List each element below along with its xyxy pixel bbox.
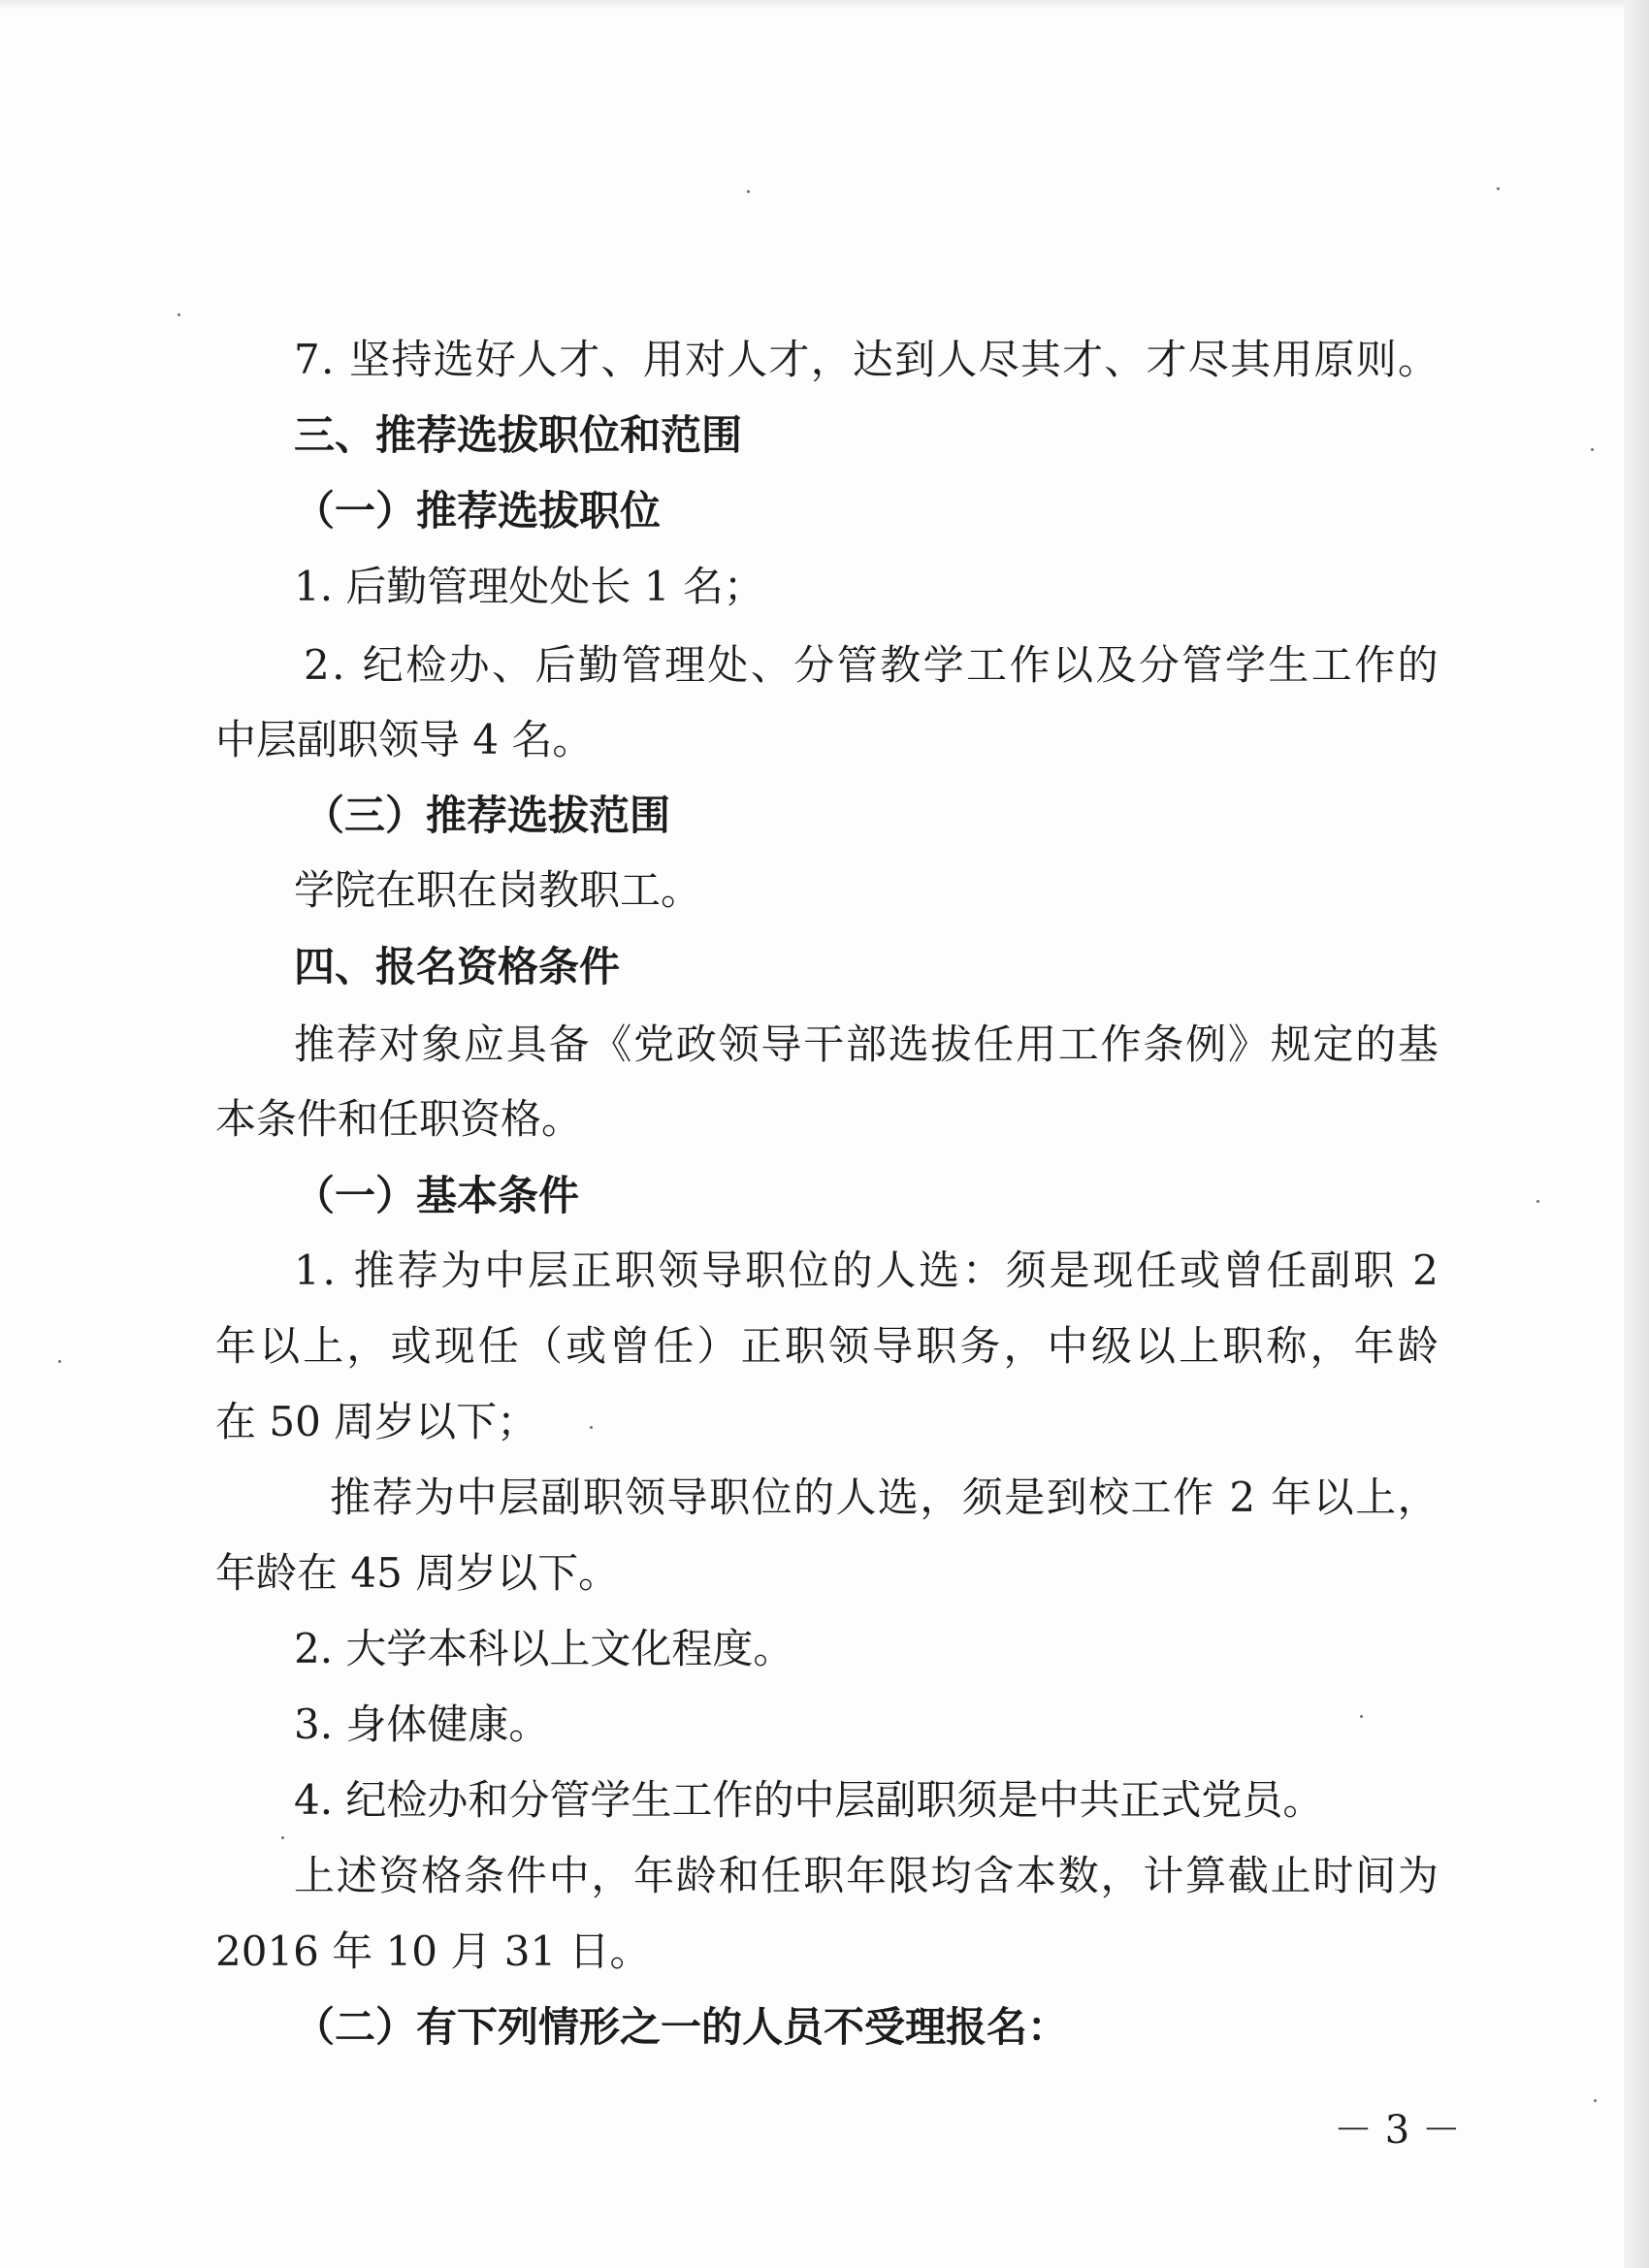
condition-4: 4. 纪检办和分管学生工作的中层副职须是中共正式党员。 — [294, 1776, 1324, 1824]
condition-2: 2. 大学本科以上文化程度。 — [294, 1625, 794, 1672]
scan-right-edge — [1624, 0, 1649, 2268]
position-item-2-line-2: 中层副职领导 4 名。 — [215, 716, 594, 763]
principle-7-line: 7 . 坚 持 选 好 人 才 、 用 对 人 才 ， 达 到 人 尽 其 才 、 才 尽 其 用 原 则 。 — [294, 336, 1439, 383]
scan-speck — [281, 1836, 284, 1839]
scan-speck — [1591, 448, 1594, 451]
scan-speck — [1536, 1200, 1539, 1203]
scan-speck — [1360, 1715, 1363, 1718]
subsection-scope-heading: （三）推荐选拔范围 — [304, 792, 671, 839]
scan-speck — [590, 1426, 593, 1429]
eligibility-intro-line-2: 本条件和任职资格。 — [215, 1095, 583, 1143]
eligibility-intro-line-1: 推 荐 对 象 应 具 备 《 党 政 领 导 干 部 选 拔 任 用 工 作 条 例 》 规 定 的 基 — [294, 1021, 1439, 1068]
condition-1-deputy-line-2: 年龄在 45 周岁以下。 — [215, 1549, 620, 1597]
condition-1-line-2: 年 以 上 ， 或 现 任 （ 或 曾 任 ） 正 职 领 导 职 务 ， 中 级 以 上 职 称 ， 年 龄 — [215, 1322, 1439, 1370]
position-item-2-line-1: 2 . 纪 检 办 、 后 勤 管 理 处 、 分 管 教 学 工 作 以 及 分 管 学 生 工 作 的 — [304, 641, 1439, 689]
scope-text: 学院在职在岗教职工。 — [294, 866, 702, 914]
scan-speck — [1497, 187, 1500, 190]
condition-1-deputy-line-1: 推 荐 为 中 层 副 职 领 导 职 位 的 人 选 ， 须 是 到 校 工 作 2 年 以 上 ， — [330, 1474, 1439, 1521]
cutoff-note-line-1: 上 述 资 格 条 件 中 ， 年 龄 和 任 职 年 限 均 含 本 数 ， 计 算 截 止 时 间 为 — [294, 1852, 1439, 1899]
scan-speck — [747, 190, 750, 193]
scan-speck — [1594, 2099, 1597, 2102]
section-3-heading: 三、推荐选拔职位和范围 — [294, 411, 743, 459]
scan-speck — [58, 1360, 61, 1363]
condition-1-line-1: 1 . 推 荐 为 中 层 正 职 领 导 职 位 的 人 选 ： 须 是 现 任 或 曾 任 副 职 2 — [294, 1247, 1439, 1294]
cutoff-note-line-2: 2016 年 10 月 31 日。 — [215, 1928, 651, 1975]
position-item-1: 1. 后勤管理处处长 1 名； — [294, 563, 764, 610]
subsection-positions-heading: （一）推荐选拔职位 — [294, 487, 662, 535]
scan-speck — [178, 313, 180, 316]
condition-3: 3. 身体健康。 — [294, 1701, 550, 1748]
subsection-basic-conditions-heading: （一）基本条件 — [294, 1172, 580, 1219]
section-4-heading: 四、报名资格条件 — [294, 943, 621, 990]
scan-top-edge — [0, 0, 1649, 10]
subsection-exclusions-heading: （二）有下列情形之一的人员不受理报名： — [294, 2003, 1069, 2051]
page-number: － 3 － — [1334, 2108, 1461, 2153]
condition-1-line-3: 在 50 周岁以下； — [215, 1398, 538, 1445]
